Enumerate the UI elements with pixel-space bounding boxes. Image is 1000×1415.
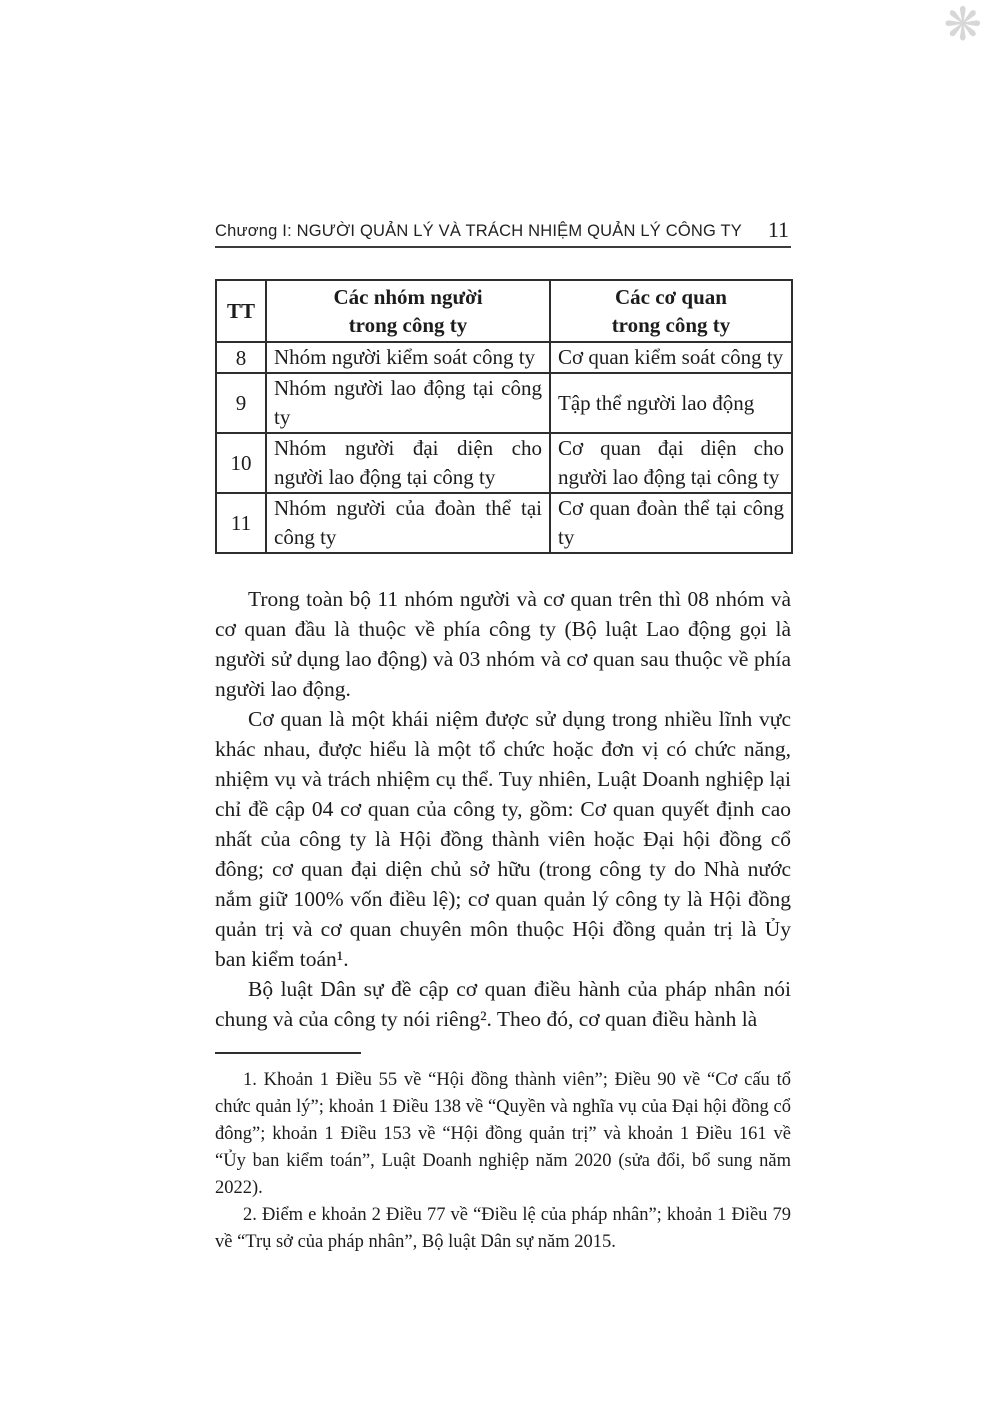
col-header-tt: TT	[216, 280, 266, 342]
organ-cell: Cơ quan kiểm soát công ty	[550, 342, 792, 373]
table-row	[216, 493, 792, 553]
table-row	[216, 433, 792, 493]
page-content	[215, 219, 791, 1256]
group-cell: Nhóm người lao động tại công ty	[266, 373, 550, 433]
table-row	[216, 342, 792, 373]
paragraph: Cơ quan là một khái niệm được sử dụng trong nhiều lĩnh vực khác nhau, được hiểu là một tổ chức hoặc đơn vị có chức năng, nhiệm vụ và trách nhiệm cụ thể. Tuy nhiên, Luật Doanh nghiệp lại chỉ đề cập 04 cơ quan của công ty, gồm: Cơ quan quyết định cao nhất của công ty là Hội đồng thành viên hoặc Đại hội đồng cổ đông; cơ quan đại diện chủ sở hữu (trong công ty do Nhà nước nắm giữ 100% vốn điều lệ); cơ quan quản lý công ty là Hội đồng quản trị và cơ quan chuyên môn thuộc Hội đồng quản trị là Ủy ban kiểm toán¹.	[215, 707, 791, 971]
running-header	[215, 219, 791, 248]
groups-organs-table	[215, 279, 793, 554]
col-header-organs-line2: trong công ty	[611, 313, 731, 337]
paragraph: Trong toàn bộ 11 nhóm người và cơ quan trên thì 08 nhóm và cơ quan đầu là thuộc về phía công ty (Bộ luật Lao động gọi là người sử dụng lao động) và 03 nhóm và cơ quan sau thuộc về phía người lao động.	[215, 587, 791, 701]
organ-cell: Cơ quan đại diện cho người lao động tại công ty	[550, 433, 792, 493]
flower-ornament-icon: ❋	[943, 0, 982, 50]
organ-cell: Cơ quan đoàn thể tại công ty	[550, 493, 792, 553]
table-header-row	[216, 280, 792, 342]
footnote: 2. Điểm e khoản 2 Điều 77 về “Điều lệ của pháp nhân”; khoản 1 Điều 79 về “Trụ sở của pháp nhân”, Bộ luật Dân sự năm 2015.	[215, 1205, 791, 1252]
col-header-groups-line1: Các nhóm người	[333, 285, 483, 309]
group-cell: Nhóm người đại diện cho người lao động tại công ty	[266, 433, 550, 493]
col-header-groups	[266, 280, 550, 342]
footnote-separator	[215, 1052, 361, 1054]
row-number: 10	[216, 433, 266, 493]
chapter-title: Chương I: NGƯỜI QUẢN LÝ VÀ TRÁCH NHIỆM QUẢN LÝ CÔNG TY	[215, 222, 742, 240]
row-number: 9	[216, 373, 266, 433]
paragraph: Bộ luật Dân sự đề cập cơ quan điều hành của pháp nhân nói chung và của công ty nói riêng². Theo đó, cơ quan điều hành là	[215, 977, 791, 1031]
organ-cell: Tập thể người lao động	[550, 373, 792, 433]
col-header-organs-line1: Các cơ quan	[615, 285, 727, 309]
row-number: 11	[216, 493, 266, 553]
page-number: 11	[767, 217, 789, 242]
group-cell: Nhóm người của đoàn thể tại công ty	[266, 493, 550, 553]
group-cell: Nhóm người kiểm soát công ty	[266, 342, 550, 373]
col-header-organs	[550, 280, 792, 342]
row-number: 8	[216, 342, 266, 373]
col-header-groups-line2: trong công ty	[348, 313, 468, 337]
footnotes-section	[215, 1067, 791, 1256]
footnote: 1. Khoản 1 Điều 55 về “Hội đồng thành viên”; Điều 90 về “Cơ cấu tổ chức quản lý”; khoản 1 Điều 138 về “Quyền và nghĩa vụ của Đại hội đồng cổ đông”; khoản 1 Điều 153 về “Hội đồng quản trị” và khoản 1 Điều 161 về “Ủy ban kiểm toán”, Luật Doanh nghiệp năm 2020 (sửa đổi, bổ sung năm 2022).	[215, 1070, 791, 1198]
table-row	[216, 373, 792, 433]
